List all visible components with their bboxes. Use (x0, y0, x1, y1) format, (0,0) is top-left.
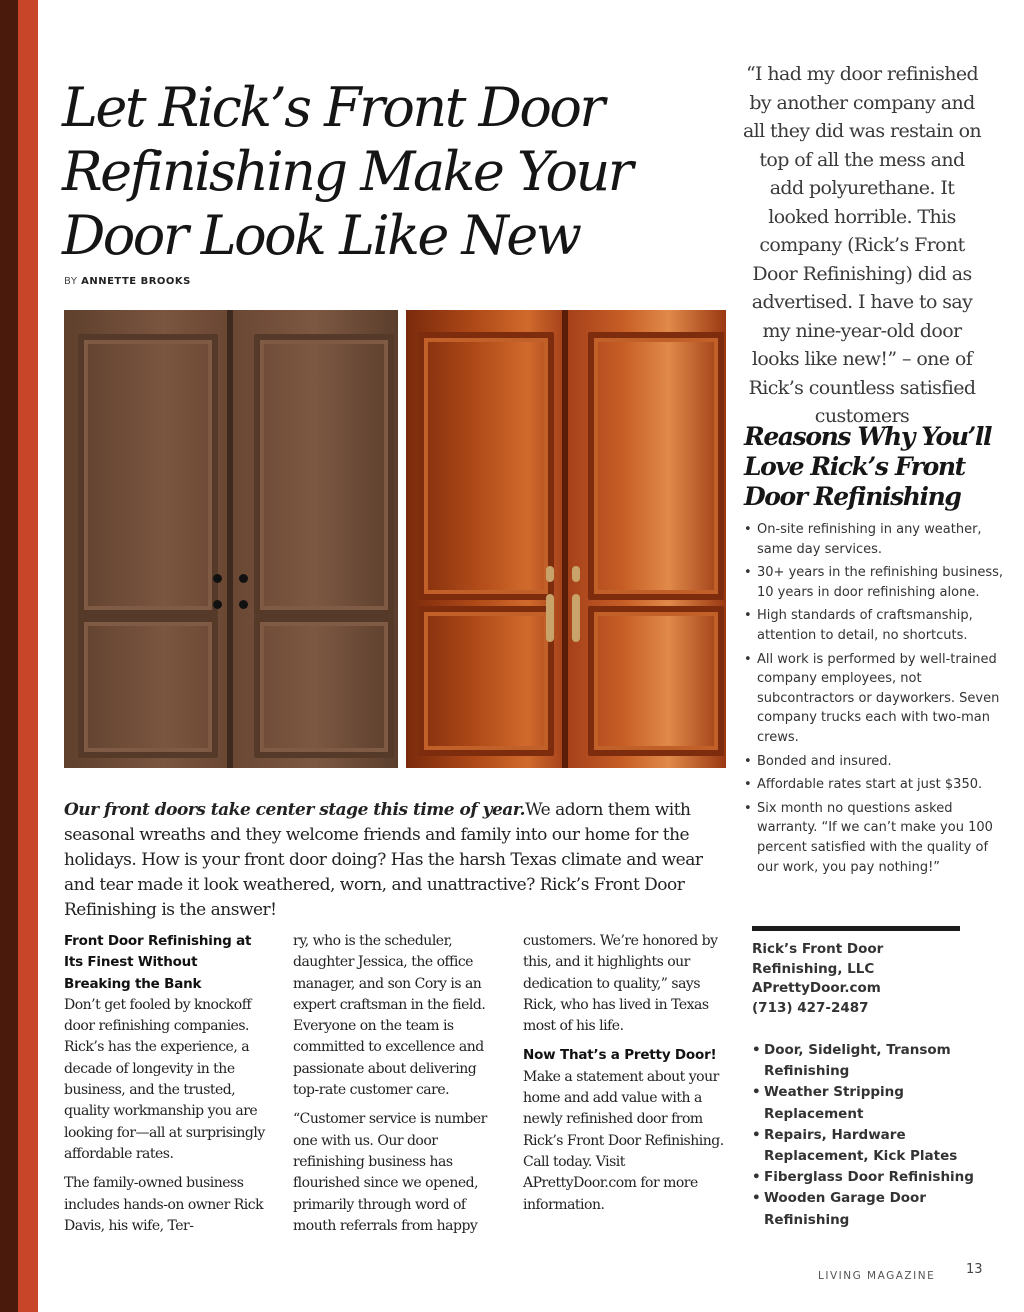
body-paragraph: Don’t get fooled by knockoff door refinishing companies. Rick’s has the experience, a decade of longevity in the business, and the trusted, quality workmanship you are looking for—all at surprisingly affordable rates. (64, 996, 265, 1162)
contact-block (752, 940, 992, 1018)
reasons-list (744, 520, 1004, 881)
body-paragraph: customers. We’re honored by this, and it highlights our dedication to quality,” says Rick, who has lived in Texas most of his life. (523, 933, 718, 1035)
divider-rule (752, 926, 960, 931)
reason-item: • Bonded and insured. (744, 752, 1004, 772)
phone-number[interactable]: (713) 427-2487 (752, 999, 869, 1016)
reason-item: • Affordable rates start at just $350. (744, 775, 1004, 795)
body-paragraph: Make a statement about your home and add value with a newly refinished door from Rick’s Front Door Refinishing. Call today. Visit APrettyDoor.com for more information. (523, 1068, 724, 1213)
company-name-line1: Rick’s Front Door (752, 941, 884, 957)
left-margin-bar-red (18, 0, 38, 1312)
magazine-name: LIVING MAGAZINE (818, 1270, 936, 1282)
services-list (752, 1040, 1002, 1231)
body-paragraph: The family-owned business includes hands-on owner Rick Davis, his wife, Ter- (64, 1175, 264, 1234)
service-item: • Repairs, Hardware Replacement, Kick Plates (752, 1125, 1002, 1167)
reasons-title: Reasons Why You’ll Love Rick’s Front Door Refinishing (744, 422, 992, 511)
section-heading-finest: Front Door Refinishing at Its Finest Without Breaking the Bank (64, 933, 252, 992)
door-photo-before (64, 310, 398, 768)
service-item: • Wooden Garage Door Refinishing (752, 1188, 1002, 1230)
website-link[interactable]: APrettyDoor.com (752, 980, 881, 997)
reason-item: • Six month no questions asked warranty. “If we can’t make you 100 percent satisfied with the quality of our work, you pay nothing!” (744, 799, 1004, 877)
reason-item: • All work is performed by well-trained company employees, not subcontractors or dayworkers. Seven company trucks each with two-man crews. (744, 650, 1004, 748)
customer-quote: “I had my door refinished by another company and all they did was restain on top of all the mess and add polyurethane. It looked horrible. This company (Rick’s Front Door Refinishing) did as advertised. I have to say my nine-year-old door looks like new!” – one of Rick’s countless satisfied customers (742, 63, 982, 427)
service-item: • Door, Sidelight, Transom Refinishing (752, 1040, 1002, 1082)
page-footer (818, 1264, 988, 1283)
service-item: • Fiberglass Door Refinishing (752, 1167, 1002, 1188)
byline (64, 276, 191, 287)
reason-item: • High standards of craftsmanship, attention to detail, no shortcuts. (744, 606, 1004, 645)
intro-body: We adorn them with seasonal wreaths and they welcome friends and family into our home for the holidays. How is your front door doing? Has the harsh Texas climate and wear and tear made it look weathered, worn, and unattractive? Rick’s Front Door Refinishing is the answer! (64, 800, 703, 920)
section-heading-pretty-door: Now That’s a Pretty Door! (523, 1047, 717, 1064)
article-column-1 (64, 931, 266, 1245)
page-number: 13 (966, 1262, 983, 1277)
headline: Let Rick’s Front Door Refinishing Make Your Door Look Like New (62, 76, 632, 267)
intro-lead: Our front doors take center stage this time of year. (64, 800, 526, 820)
left-margin-bar-dark (0, 0, 18, 1312)
reason-item: • 30+ years in the refinishing business, 10 years in door refinishing alone. (744, 563, 1004, 602)
byline-author: ANNETTE BROOKS (81, 276, 191, 287)
byline-prefix: BY (64, 276, 78, 287)
door-photo-after (406, 310, 726, 768)
service-item: • Weather Stripping Replacement (752, 1082, 1002, 1124)
body-paragraph: ry, who is the scheduler, daughter Jessica, the office manager, and son Cory is an expert craftsman in the field. Everyone on the team is committed to excellence and passionate about delivering top-rate customer care. (293, 933, 486, 1099)
company-name-line2: Refinishing, LLC (752, 960, 875, 977)
article-column-2 (293, 931, 495, 1245)
intro-paragraph (64, 798, 728, 923)
reason-item: • On-site refinishing in any weather, same day services. (744, 520, 1004, 559)
body-paragraph: “Customer service is number one with us. Our door refinishing business has flourished since we opened, primarily through word of mouth referrals from happy (293, 1111, 487, 1234)
article-column-3 (523, 931, 725, 1224)
